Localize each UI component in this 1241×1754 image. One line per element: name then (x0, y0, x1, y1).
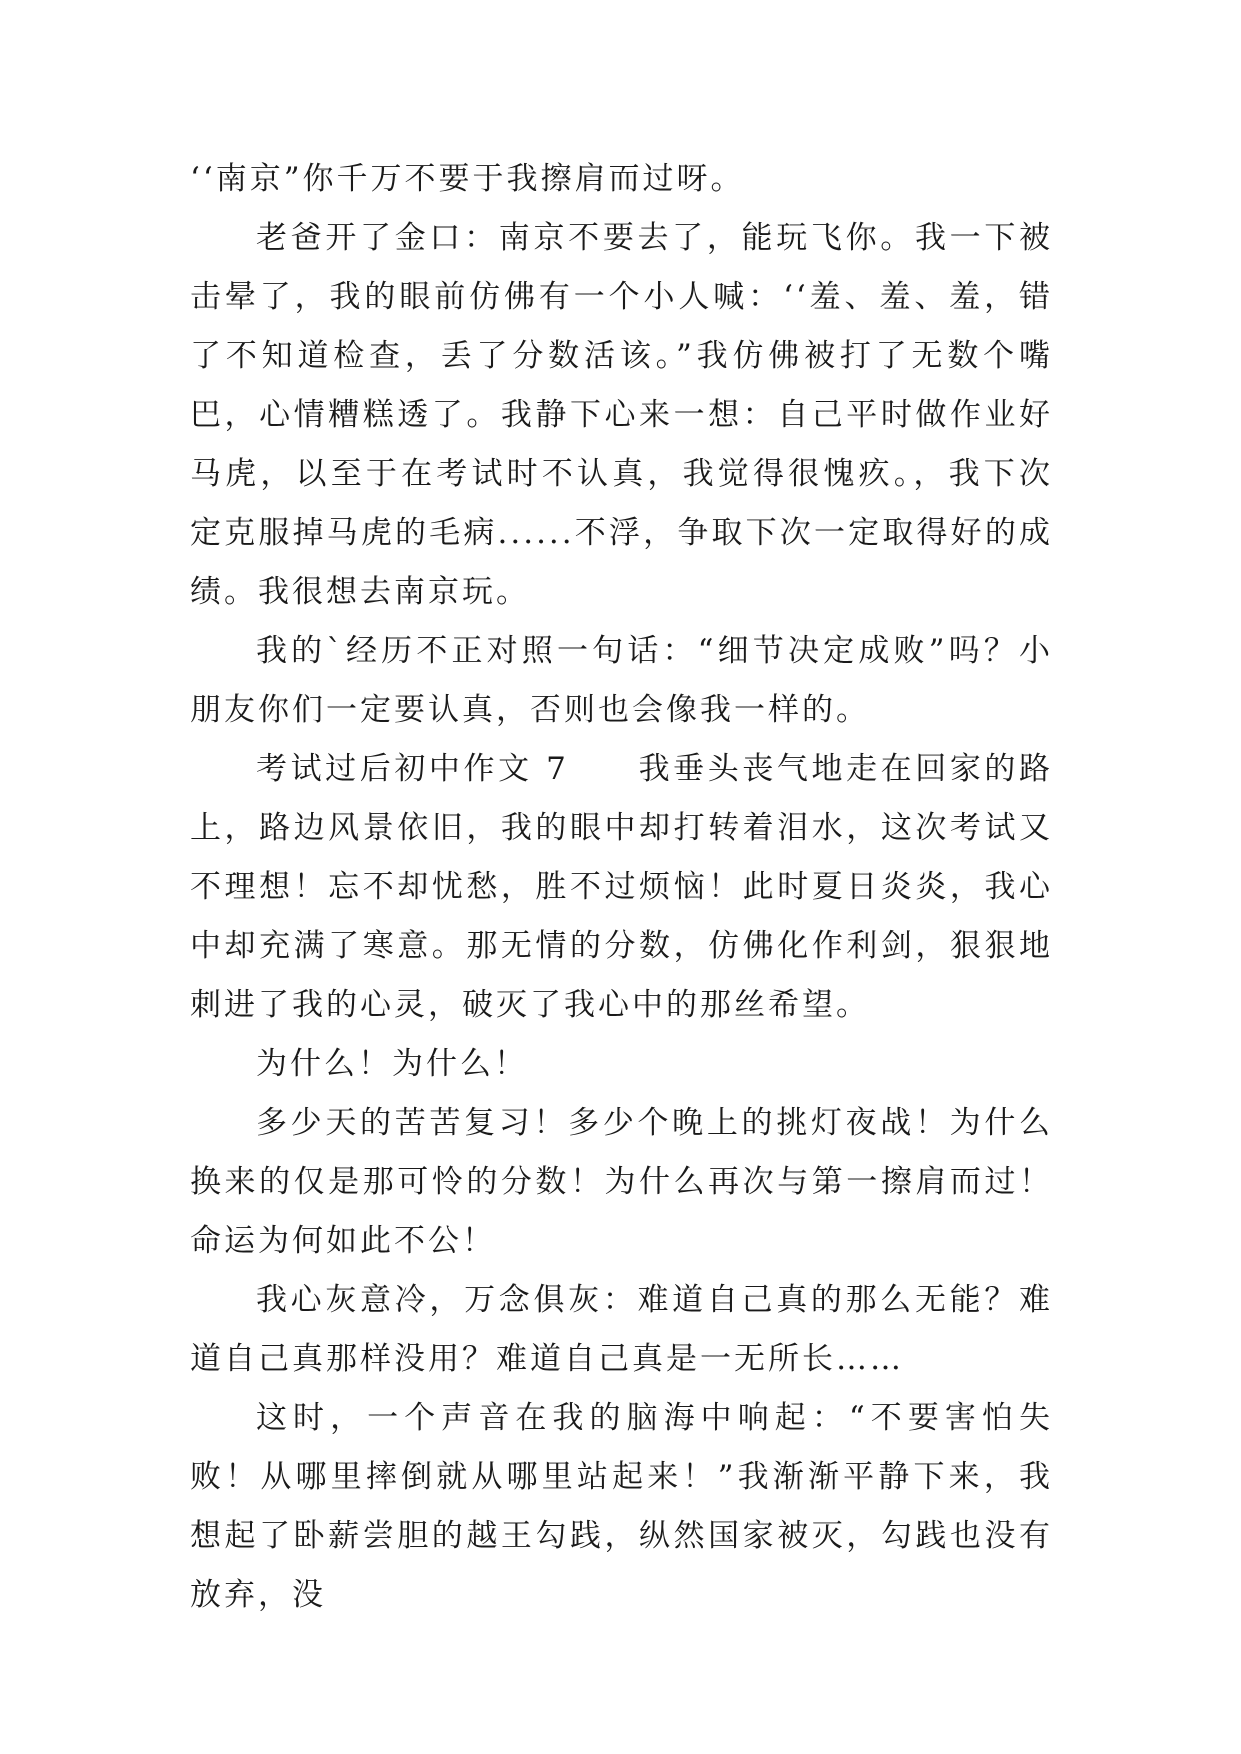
paragraph-4: 考试过后初中作文 7 我垂头丧气地走在回家的路上，路边风景依旧，我的眼中却打转着泪水，这次考试又不理想！忘不却忧愁，胜不过烦恼！此时夏日炎炎，我心中却充满了寒意。那无情的分数，仿佛化作利剑，狠狠地刺进了我的心灵，破灭了我心中的那丝希望。 (190, 751, 1053, 1023)
paragraph-3: 我的`经历不正对照一句话：“细节决定成败”吗？小朋友你们一定要认真，否则也会像我一样的。 (190, 633, 1053, 728)
paragraph-8: 这时，一个声音在我的脑海中响起：“不要害怕失败！从哪里摔倒就从哪里站起来！”我渐渐平静下来，我想起了卧薪尝胆的越王勾践，纵然国家被灭，勾践也没有放弃，没 (190, 1400, 1053, 1613)
paragraph-5: 为什么！为什么！ (256, 1046, 528, 1082)
paragraph-7: 我心灰意冷，万念俱灰：难道自己真的那么无能？难道自己真那样没用？难道自己真是一无所长…… (190, 1282, 1053, 1377)
document-body (190, 150, 1053, 1625)
paragraph-1: ‘‘南京”你千万不要于我擦肩而过呀。 (190, 161, 745, 197)
paragraph-2: 老爸开了金口：南京不要去了，能玩飞你。我一下被击晕了，我的眼前仿佛有一个小人喊：‘‘羞、羞、羞，错了不知道检查，丢了分数活该。”我仿佛被打了无数个嘴巴，心情糟糕透了。我静下心来一想：自己平时做作业好马虎，以至于在考试时不认真，我觉得很愧疚。，我下次定克服掉马虎的毛病......不浮，争取下次一定取得好的成绩。我很想去南京玩。 (190, 220, 1053, 610)
paragraph-6: 多少天的苦苦复习！多少个晚上的挑灯夜战！为什么换来的仅是那可怜的分数！为什么再次与第一擦肩而过！命运为何如此不公！ (190, 1105, 1053, 1259)
